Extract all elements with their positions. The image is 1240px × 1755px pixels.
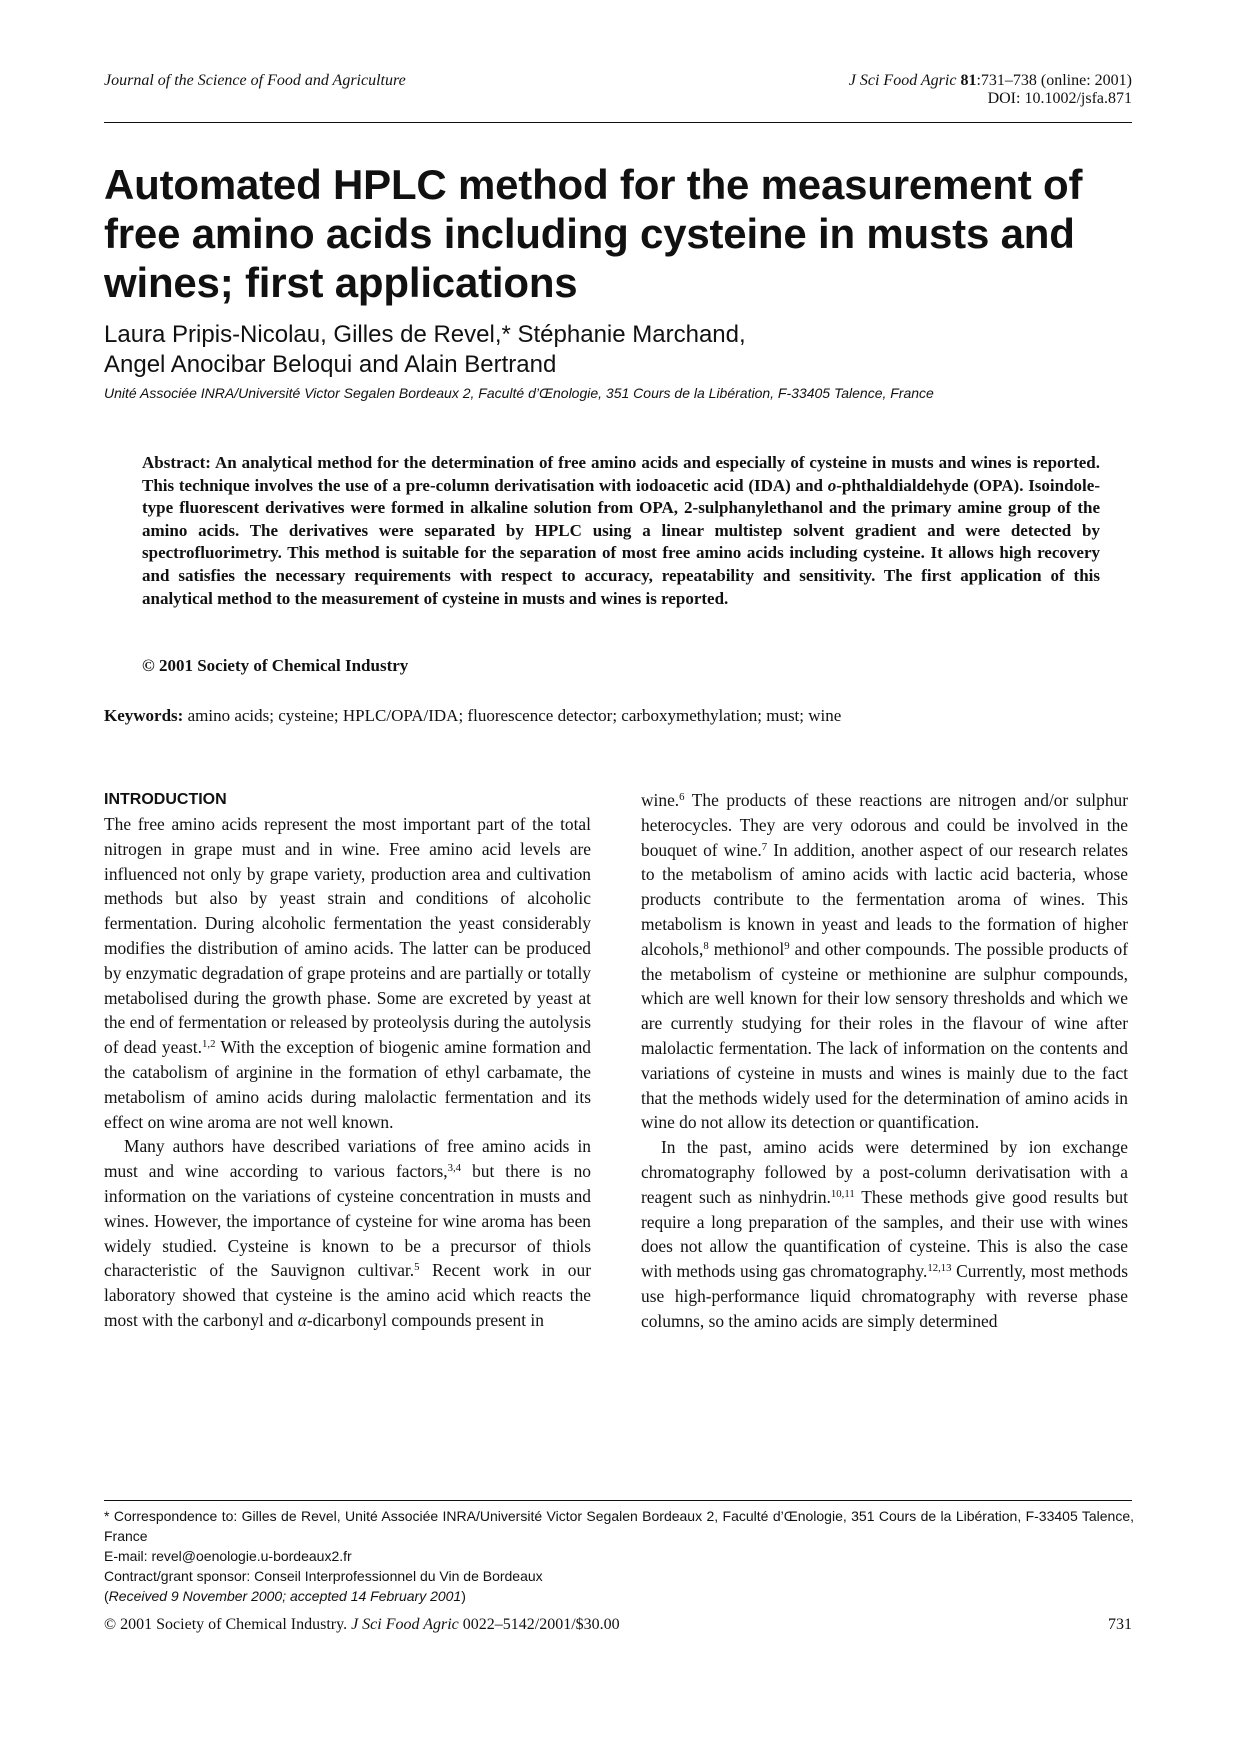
abstract-text-1: An analytical method for the determination of free amino acids and especially of cysteine in musts and wines is reported. This technique involves the use of a pre-column derivatisation with iodoacetic acid (IDA) and	[142, 453, 1100, 495]
citation-ref: 3,4	[447, 1162, 462, 1175]
text-run: and other compounds. The possible products of the metabolism of cysteine or methionine are sulphur compounds, which are well known for their low sensory thresholds and which we are currently studying for their roles in the flavour of wine after malolactic fermentation. The lack of information on the contents and variations of cysteine in musts and wines is mainly due to the fact that the methods widely used for the determination of amino acids in wine do not allow its detection or quantification.	[641, 938, 1128, 1133]
citation-journal: J Sci Food Agric	[848, 72, 957, 89]
abstract	[142, 452, 1100, 610]
body-paragraph	[641, 1135, 1128, 1333]
footnote-sponsor: Contract/grant sponsor: Conseil Interprofessionnel du Vin de Bordeaux	[104, 1568, 543, 1584]
received-dates: Received 9 November 2000; accepted 14 February 2001	[108, 1588, 462, 1604]
footer-copyright-text: © 2001 Society of Chemical Industry.	[104, 1616, 348, 1633]
body-column-right	[641, 788, 1128, 1334]
author-list	[104, 320, 1104, 380]
footnote-correspondence: * Correspondence to: Gilles de Revel, Unité Associée INRA/Université Victor Segalen Bordeaux 2, Faculté d’Œnologie, 351 Cours de la Libération, F-33405 Talence, France	[104, 1508, 1134, 1544]
body-paragraph	[641, 788, 1128, 1135]
running-header-citation	[849, 72, 1132, 108]
abstract-italic-o: o	[827, 475, 837, 495]
citation-ref: 1,2	[202, 1038, 216, 1051]
text-run: These methods give good results but require a long preparation of the samples, and their use with wines does not allow the quantification of cysteine. This is also the case with methods using gas chromatography.	[641, 1186, 1128, 1282]
citation-volume: 81	[960, 72, 977, 89]
keywords-label: Keywords:	[104, 706, 184, 725]
running-header-journal	[104, 72, 406, 90]
text-run: Recent work in our laboratory showed that cysteine is the amino acid which reacts the most with the carbonyl and	[104, 1260, 591, 1330]
abstract-text-2: -phthaldialdehyde (OPA). Isoindole-type fluorescent derivatives were formed in alkaline solution from OPA, 2-sulphanylethanol and the primary amine group of the amino acids. The derivatives were separated by HPLC using a linear multistep solvent gradient and were detected by spectrofluorimetry. This method is suitable for the separation of most free amino acids including cysteine. It allows high recovery and satisfies the necessary requirements with respect to accuracy, repeatability and sensitivity. The first application of this analytical method to the measurement of cysteine in musts and wines is reported.	[142, 475, 1100, 608]
journal-name: Journal of the Science of Food and Agriculture	[104, 72, 406, 89]
citation-ref: 5	[414, 1261, 420, 1274]
text-run: In the past, amino acids were determined by ion exchange chromatography followed by a post-column derivatisation with a reagent such as ninhydrin.	[641, 1137, 1128, 1207]
keywords-text: amino acids; cysteine; HPLC/OPA/IDA; fluorescence detector; carboxymethylation; must; wine	[187, 706, 842, 725]
citation-ref: 9	[784, 939, 790, 952]
footnote-email: E-mail: revel@oenologie.u-bordeaux2.fr	[104, 1548, 352, 1564]
citation-ref: 6	[679, 791, 685, 804]
abstract-label: Abstract:	[142, 453, 211, 472]
body-paragraph	[104, 812, 591, 1134]
footnotes	[104, 1506, 1134, 1606]
citation-ref: 10,11	[830, 1187, 855, 1200]
doi: DOI: 10.1002/jsfa.871	[987, 90, 1132, 107]
section-heading-introduction: INTRODUCTION	[104, 791, 227, 808]
text-run: The free amino acids represent the most important part of the total nitrogen in grape must and in wine. Free amino acid levels are influenced not only by grape variety, production area and cultivation methods but also by yeast strain and conditions of alcoholic fermentation. During alcoholic fermentation the yeast considerably modifies the distribution of amino acids. The latter can be produced by enzymatic degradation of grape proteins and are partially or totally metabolised during the growth phase. Some are excreted by yeast at the end of fermentation or released by proteolysis during the autolysis of dead yeast.	[104, 814, 591, 1058]
citation-ref: 7	[761, 840, 768, 853]
text-run: methionol	[708, 938, 785, 959]
text-run: but there is no information on the variations of cysteine concentration in musts and wines. However, the importance of cysteine for wine aroma has been widely studied. Cysteine is known to be a precursor of thiols characteristic of the Sauvignon cultivar.	[104, 1161, 591, 1281]
footer-issn: 0022–5142/2001/$30.00	[462, 1616, 620, 1633]
alpha-symbol: α	[297, 1309, 307, 1330]
page-number: 731	[1108, 1616, 1132, 1633]
text-run: The products of these reactions are nitrogen and/or sulphur heterocycles. They are very odorous and could be involved in the bouquet of wine.	[641, 790, 1128, 860]
text-run: wine.	[641, 790, 680, 810]
text-run: With the exception of biogenic amine formation and the catabolism of arginine in the formation of ethyl carbamate, the metabolism of amino acids during malolactic fermentation and its effect on wine aroma are not well known.	[104, 1037, 592, 1132]
affiliation: Unité Associée INRA/Université Victor Segalen Bordeaux 2, Faculté d’Œnologie, 351 Cours de la Libération, F-33405 Talence, France	[104, 385, 934, 401]
header-rule	[104, 122, 1132, 123]
text-run: Currently, most methods use high-performance liquid chromatography with reverse phase columns, so the amino acids are simply determined	[641, 1261, 1128, 1331]
abstract-copyright: © 2001 Society of Chemical Industry	[142, 656, 409, 675]
article-title: Automated HPLC method for the measurement of free amino acids including cysteine in musts and wines; first applications	[104, 161, 1083, 306]
citation-line	[849, 72, 1132, 90]
citation-ref: 12,13	[927, 1262, 952, 1275]
keywords	[104, 706, 1144, 726]
citation-pages: :731–738 (online: 2001)	[976, 72, 1132, 89]
footer-copyright	[104, 1616, 620, 1634]
author-line-2: Angel Anocibar Beloqui and Alain Bertrand	[104, 351, 557, 378]
text-run: Many authors have described variations of free amino acids in must and wine according to various factors,	[104, 1136, 591, 1182]
footnote-rule	[104, 1500, 1132, 1501]
text-run: -dicarbonyl compounds present in	[306, 1309, 544, 1330]
citation-ref: 8	[703, 939, 709, 952]
body-paragraph	[104, 1134, 591, 1332]
author-line-1: Laura Pripis-Nicolau, Gilles de Revel,* Stéphanie Marchand,	[104, 321, 746, 348]
text-run: In addition, another aspect of our research relates to the metabolism of amino acids with lactic acid bacteria, whose products contribute to the fermentation aroma of wines. This metabolism is known in yeast and leads to the formation of higher alcohols,	[641, 839, 1128, 959]
footer-journal: J Sci Food Agric	[351, 1616, 459, 1633]
footnote-received: (Received 9 November 2000; accepted 14 February 2001)	[104, 1588, 466, 1604]
body-column-left	[104, 788, 591, 1333]
